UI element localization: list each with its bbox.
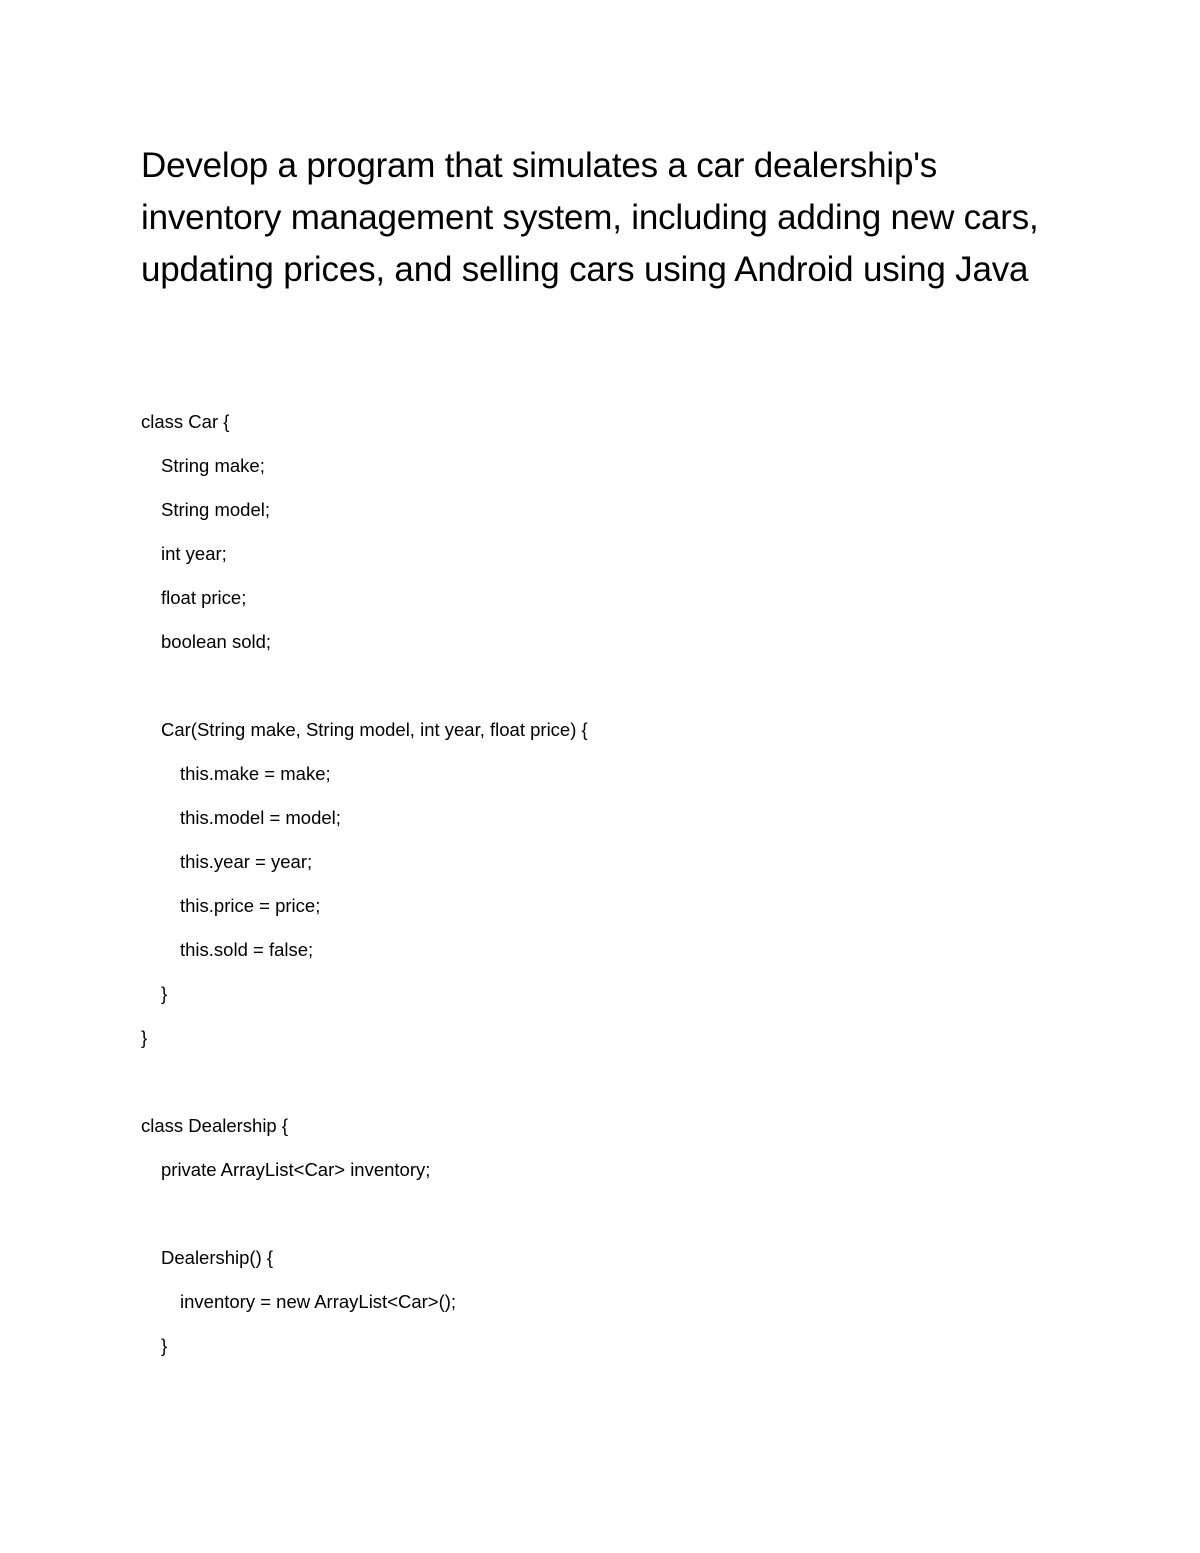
code-line: boolean sold;: [161, 631, 272, 652]
code-line: private ArrayList<Car> inventory;: [161, 1159, 431, 1180]
code-line: this.price = price;: [180, 895, 321, 916]
code-blank-line: [141, 1192, 1141, 1236]
code-line: }: [161, 983, 168, 1004]
code-line: Dealership() {: [161, 1247, 274, 1268]
code-blank-line: [141, 1060, 1141, 1104]
code-line: this.year = year;: [180, 851, 313, 872]
code-block: [141, 400, 1141, 1368]
code-blank-line: [141, 664, 1141, 708]
code-line: String model;: [161, 499, 270, 520]
code-line: Car(String make, String model, int year, float price) {: [161, 719, 588, 740]
code-line: }: [141, 1027, 148, 1048]
code-line: class Car {: [141, 411, 230, 432]
code-line: int year;: [161, 543, 227, 564]
code-line: inventory = new ArrayList<Car>();: [180, 1291, 457, 1312]
code-line: this.sold = false;: [180, 939, 314, 960]
code-line: this.model = model;: [180, 807, 341, 828]
code-line: float price;: [161, 587, 247, 608]
code-line: class Dealership {: [141, 1115, 289, 1136]
code-line: String make;: [161, 455, 265, 476]
code-line: this.make = make;: [180, 763, 331, 784]
document-heading: Develop a program that simulates a car dealership's inventory management system, including adding new cars, updating prices, and selling cars using Android using Java: [141, 146, 1039, 289]
code-line: }: [161, 1335, 168, 1356]
